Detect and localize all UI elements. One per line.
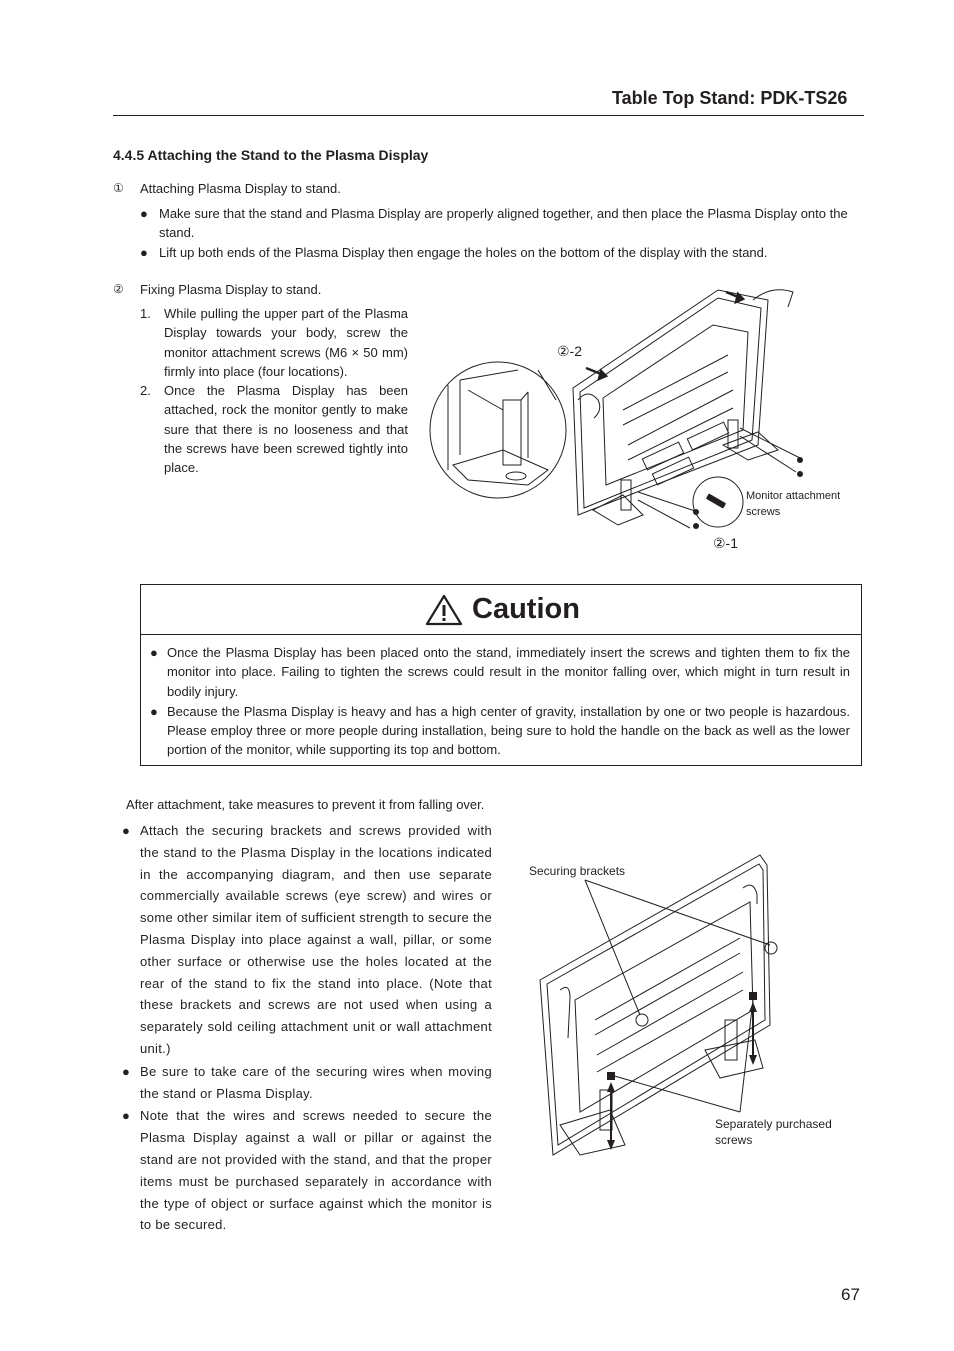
step-1-bullets [140,204,864,263]
list-item: ● Note that the wires and screws needed to secure the Plasma Display against a wall or pillar or against the stand are not provided with the stand, and that the proper items must be purchased separately in accordance with the type of object or surface against which the monitor is to be secured. [122,1105,492,1236]
caution-bullets [150,643,850,761]
list-item: 1. While pulling the upper part of the Plasma Display towards your body, screw the monitor attachment screws (M6 × 50 mm) firmly into place (four locations). [140,306,408,379]
step-1-text: Attaching Plasma Display to stand. [140,181,341,196]
list-item: ● Once the Plasma Display has been placed onto the stand, immediately insert the screws and tighten them to fix the monitor into place. Failing to tighten the screws could result in the monitor falling over, which might in turn result in bodily injury. [150,645,850,699]
bullet-icon: ● [150,645,158,660]
caution-box [140,584,862,766]
bullet-icon: ● [122,823,131,838]
section-title: 4.4.5 Attaching the Stand to the Plasma Display [113,147,429,163]
caution-title: Caution [472,593,580,625]
monitor-screws-label: Monitor attachment screws [746,490,841,518]
bullet-icon: ● [140,245,148,260]
header-divider [113,115,864,116]
bullet-icon: ● [140,206,148,221]
warning-triangle-icon [425,594,463,626]
step-2-text: Fixing Plasma Display to stand. [140,282,322,297]
separately-purchased-screws-label: Separately purchased screws [715,1117,832,1147]
list-item: ● Be sure to take care of the securing wires when moving the stand or Plasma Display. [122,1061,492,1105]
step-2-1-callout: ②-1 [713,535,738,551]
list-item: ● Lift up both ends of the Plasma Display then engage the holes on the bottom of the display with the stand. [140,245,768,260]
bullet-icon: ● [122,1063,131,1079]
securing-brackets-diagram [525,850,795,1160]
after-bullets [122,820,492,1237]
list-item: ● Because the Plasma Display is heavy and has a high center of gravity, installation by one or two people is hazardous. Please employ three or more people during installation, being sure to hold the handle on the back as well as the lower portion of the monitor, while supporting its top and bottom. [150,703,850,758]
bullet-icon: ● [122,1108,131,1124]
bullet-icon: ● [150,703,158,719]
caution-header [141,585,861,635]
list-item: ● Attach the securing brackets and screws provided with the stand to the Plasma Display in the locations indicated in the accompanying diagram, and then use separate commercially available screws (eye screw) and wires or some other similar item of sufficient strength to secure the Plasma Display into place against a wall, pillar, or some other surface or otherwise use the holes located at the rear of the stand to fix the stand into place. (Note that these brackets and screws are not used when using a separately sold ceiling attachment unit or wall attachment unit.) [122,820,492,1060]
list-item: ● Make sure that the stand and Plasma Display are properly aligned together, and then place the Plasma Display onto the stand. [140,206,848,240]
list-item: 2. Once the Plasma Display has been attached, rock the monitor gently to make sure that there is no looseness and that the screws have been screwed tightly into place. [140,383,408,476]
after-attachment-text: After attachment, take measures to prevent it from falling over. [126,797,485,812]
step-1-number: ① [113,181,124,195]
page-number: 67 [841,1285,860,1304]
step-2-number: ② [113,282,124,296]
step-2-items [140,304,408,478]
securing-brackets-label: Securing brackets [529,864,626,878]
step-2-2-callout: ②-2 [557,343,582,359]
page-header-title: Table Top Stand: PDK-TS26 [612,88,848,108]
